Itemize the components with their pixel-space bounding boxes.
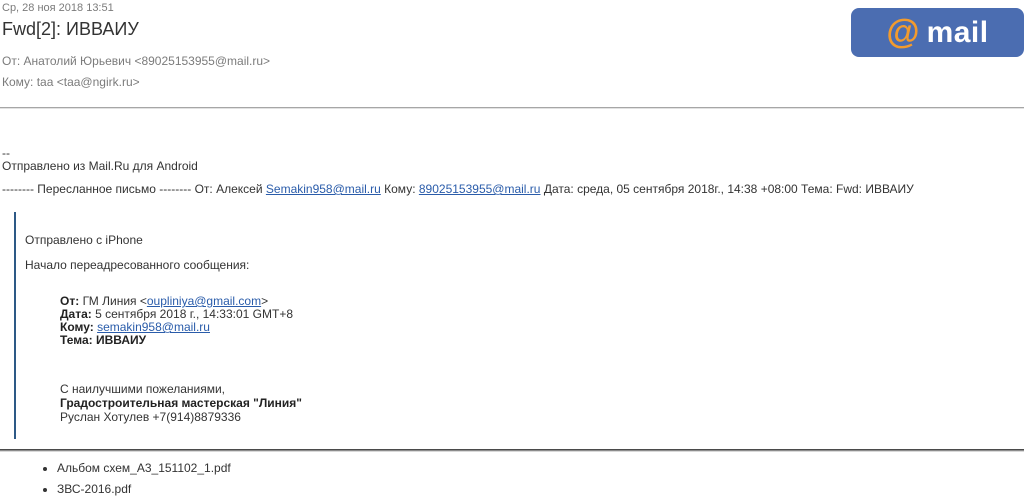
signature-line-3: Руслан Хотулев +7(914)8879336 bbox=[60, 410, 241, 424]
quote-from-name: ГМ Линия < bbox=[82, 294, 147, 308]
signature-line-2: Градостроительная мастерская "Линия" bbox=[60, 396, 302, 410]
quote-date-label: Дата: bbox=[60, 307, 92, 321]
mail-wordmark: mail bbox=[926, 15, 989, 49]
quote-from-link[interactable]: oupliniya@gmail.com bbox=[146, 294, 262, 308]
forwarded-from-segment: От: Алексей bbox=[194, 182, 263, 196]
quote-to-label: Кому: bbox=[60, 320, 94, 334]
to-line: Кому: taa <taa@ngirk.ru> bbox=[2, 75, 140, 89]
forwarded-date-subject: Дата: среда, 05 сентября 2018г., 14:38 +08:00 Тема: Fwd: ИВВАИУ bbox=[543, 182, 914, 196]
sent-from-iphone-line: Отправлено с iPhone bbox=[25, 233, 143, 247]
quote-from-label: От: bbox=[60, 294, 80, 308]
quote-signature bbox=[60, 382, 1024, 424]
email-subject-title: Fwd[2]: ИВВАИУ bbox=[2, 19, 139, 39]
email-body bbox=[0, 147, 1024, 439]
forwarded-to-label: Кому: bbox=[384, 182, 416, 196]
quote-to-link[interactable]: semakin958@mail.ru bbox=[97, 320, 210, 334]
quote-date-value: 5 сентября 2018 г., 14:33:01 GMT+8 bbox=[95, 307, 294, 321]
attachments-divider bbox=[0, 449, 1024, 452]
forwarded-header-line bbox=[2, 183, 1024, 196]
quote-header-subject bbox=[60, 334, 1024, 347]
forward-begin-line: Начало переадресованного сообщения: bbox=[25, 258, 250, 272]
quote-header-to bbox=[60, 321, 1024, 334]
attachment-item[interactable]: • ЗВС-2016.pdf bbox=[57, 483, 1024, 496]
quote-subject-label: Тема: bbox=[60, 333, 93, 347]
quote-from-close: > bbox=[261, 294, 269, 308]
forwarded-from-link[interactable]: Semakin958@mail.ru bbox=[265, 182, 381, 196]
sent-via-line: Отправлено из Mail.Ru для Android bbox=[2, 159, 198, 173]
at-icon: @ bbox=[886, 12, 920, 51]
forwarded-to-link[interactable]: 89025153955@mail.ru bbox=[418, 182, 541, 196]
quote-headers bbox=[60, 295, 1024, 347]
from-line: От: Анатолий Юрьевич <89025153955@mail.ru> bbox=[2, 54, 271, 68]
email-timestamp: Ср, 28 ноя 2018 13:51 bbox=[2, 2, 114, 14]
quote-subject-value: ИВВАИУ bbox=[95, 333, 147, 347]
signature-separator: -- bbox=[2, 146, 10, 160]
signature-line-1: С наилучшими пожеланиями, bbox=[60, 382, 226, 396]
header-divider bbox=[0, 107, 1024, 109]
forwarded-dashes: -------- Пересланное письмо -------- bbox=[2, 182, 192, 196]
attachments-list bbox=[0, 462, 1024, 496]
attachment-item[interactable]: • Альбом схем_А3_151102_1.pdf bbox=[57, 462, 1024, 475]
mailru-logo[interactable] bbox=[851, 8, 1024, 57]
quoted-message-block bbox=[14, 212, 1024, 439]
